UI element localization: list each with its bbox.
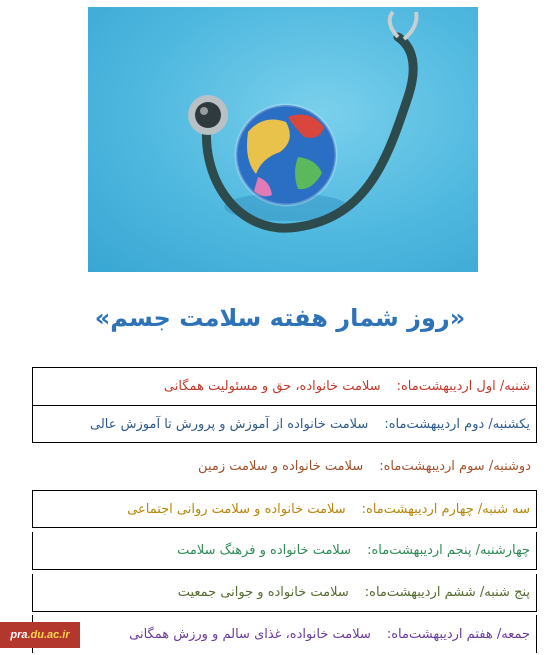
watermark-prefix: pra: [10, 629, 28, 641]
row-topic: سلامت خانواده و فرهنگ سلامت: [177, 543, 352, 558]
row-topic: سلامت خانواده، حق و مسئولیت همگانی: [163, 379, 381, 394]
row-day: جمعه/ هفتم اردیبهشت‌ماه:: [386, 626, 530, 642]
schedule-row-sunday: [32, 405, 537, 443]
row-day: سه شنبه/ چهارم اردیبهشت‌ماه:: [361, 501, 530, 517]
page-title: «روز شمار هفته سلامت جسم»: [94, 304, 466, 332]
row-day: دوشنبه/ سوم اردیبهشت‌ماه:: [379, 458, 531, 474]
schedule-row-thursday: [32, 574, 537, 612]
row-topic: سلامت خانواده، غذای سالم و ورزش همگانی: [129, 626, 371, 642]
row-topic: سلامت خانواده از آموزش و پرورش تا آموزش عالی: [89, 416, 369, 432]
schedule-row-wednesday: [32, 532, 537, 570]
watermark-domain: .du.ac.ir: [27, 629, 70, 641]
stethoscope-globe-illustration: [88, 7, 478, 272]
row-day: چهارشنبه/ پنجم اردیبهشت‌ماه:: [367, 543, 530, 558]
schedule-row-saturday: [32, 367, 537, 405]
row-topic: سلامت خانواده و جوانی جمعیت: [177, 585, 349, 600]
row-day: شنبه/ اول اردیبهشت‌ماه:: [396, 379, 530, 394]
row-day: پنج شنبه/ ششم اردیبهشت‌ماه:: [364, 585, 530, 600]
row-day: یکشنبه/ دوم اردیبهشت‌ماه:: [384, 416, 530, 432]
schedule-row-friday: [32, 615, 537, 653]
site-watermark[interactable]: [0, 622, 80, 648]
row-topic: سلامت خانواده و سلامت زمین: [198, 458, 364, 474]
schedule-row-monday: [32, 447, 537, 485]
schedule-row-tuesday: [32, 490, 537, 528]
row-topic: سلامت خانواده و سلامت روانی اجتماعی: [127, 501, 346, 517]
hero-image: [88, 7, 478, 272]
